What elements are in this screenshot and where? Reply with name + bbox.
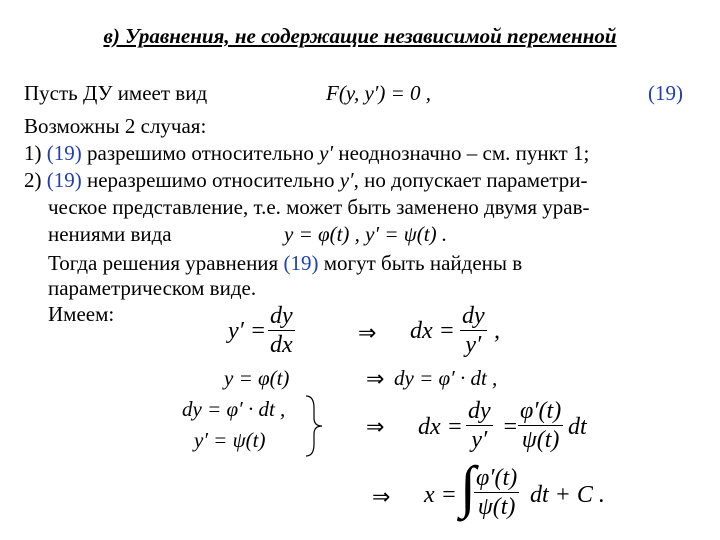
- f3-numerator-2: φ′(t): [520, 398, 562, 424]
- case-2-number: 2): [24, 168, 47, 192]
- implies-arrow-4: ⇒: [372, 484, 391, 509]
- f3-rhs: dx =: [418, 414, 463, 440]
- case-1-text-b: неоднозначно – см. пункт 1;: [333, 141, 590, 165]
- case-2-var: y′: [339, 168, 354, 192]
- f1-rhs-numerator: dy: [462, 303, 485, 329]
- f3-denominator-1: y′: [471, 427, 488, 453]
- parametric-equations: y = φ(t) , y′ = ψ(t) .: [284, 222, 448, 246]
- cases-intro: Возможны 2 случая:: [24, 114, 207, 138]
- f1-comma: ,: [494, 318, 500, 344]
- implies-arrow-3: ⇒: [366, 414, 385, 439]
- f4-lhs: x =: [424, 482, 457, 508]
- f4-tail: dt + C .: [530, 482, 605, 508]
- f3-equals: =: [502, 414, 519, 440]
- f1-fraction: [268, 302, 295, 359]
- case-1-ref: (19): [46, 141, 82, 165]
- f4-fraction: [474, 464, 519, 521]
- then-text: [48, 251, 522, 276]
- f2-rhs: dy = φ′ · dt ,: [394, 366, 498, 390]
- f4-denominator: ψ(t): [477, 494, 516, 520]
- case-2: [24, 168, 587, 193]
- equation-ref: (19): [648, 81, 683, 105]
- case-1-var: y′: [319, 141, 334, 165]
- intro-text: Пусть ДУ имеет вид: [24, 81, 208, 105]
- case-1: [24, 141, 589, 166]
- general-equation: F(y, y′) = 0 ,: [326, 81, 432, 105]
- f3-line-b: y′ = ψ(t): [194, 428, 266, 452]
- integral-sign: ∫: [460, 454, 476, 519]
- f1-rhs-denominator: y′: [465, 332, 482, 358]
- case-2-ref: (19): [46, 168, 82, 192]
- f1-lhs: y′ =: [228, 318, 267, 344]
- case-2-equations-text: нениями вида: [48, 222, 172, 246]
- implies-arrow-2: ⇒: [366, 366, 385, 391]
- f3-denominator-2: ψ(t): [521, 427, 560, 453]
- case-2-text-a: неразрешимо относительно: [81, 168, 340, 192]
- f3-fraction-1: [466, 397, 493, 454]
- f3-fraction-2: [518, 397, 563, 454]
- then-ref: (19): [283, 251, 319, 275]
- f1-denominator: dx: [270, 332, 293, 358]
- section-heading: в) Уравнения, не содержащие независимой переменной: [103, 24, 617, 48]
- f2-lhs: y = φ(t): [224, 366, 290, 390]
- case-2-continued: ческое представление, т.е. может быть заменено двумя урав-: [48, 195, 590, 219]
- then-text-a: Тогда решения уравнения: [48, 251, 284, 275]
- case-1-text-a: разрешимо относительно: [81, 141, 320, 165]
- then-text-b: могут быть найдены в: [318, 251, 523, 275]
- case-2-text-b: , но допускает параметри-: [353, 168, 588, 192]
- f3-numerator-1: dy: [468, 398, 491, 424]
- f3-dt: dt: [568, 414, 587, 440]
- f1-rhs: dx =: [410, 318, 455, 344]
- f1-rhs-fraction: [460, 302, 487, 359]
- implies-arrow-1: ⇒: [358, 320, 377, 345]
- parametric-form-text: параметрическом виде.: [48, 276, 257, 300]
- f1-numerator: dy: [270, 303, 293, 329]
- right-brace: [304, 394, 324, 458]
- case-1-number: 1): [24, 141, 47, 165]
- f3-line-a: dy = φ′ · dt ,: [182, 397, 286, 421]
- we-have-text: Имеем:: [48, 302, 115, 326]
- f4-numerator: φ′(t): [476, 465, 518, 491]
